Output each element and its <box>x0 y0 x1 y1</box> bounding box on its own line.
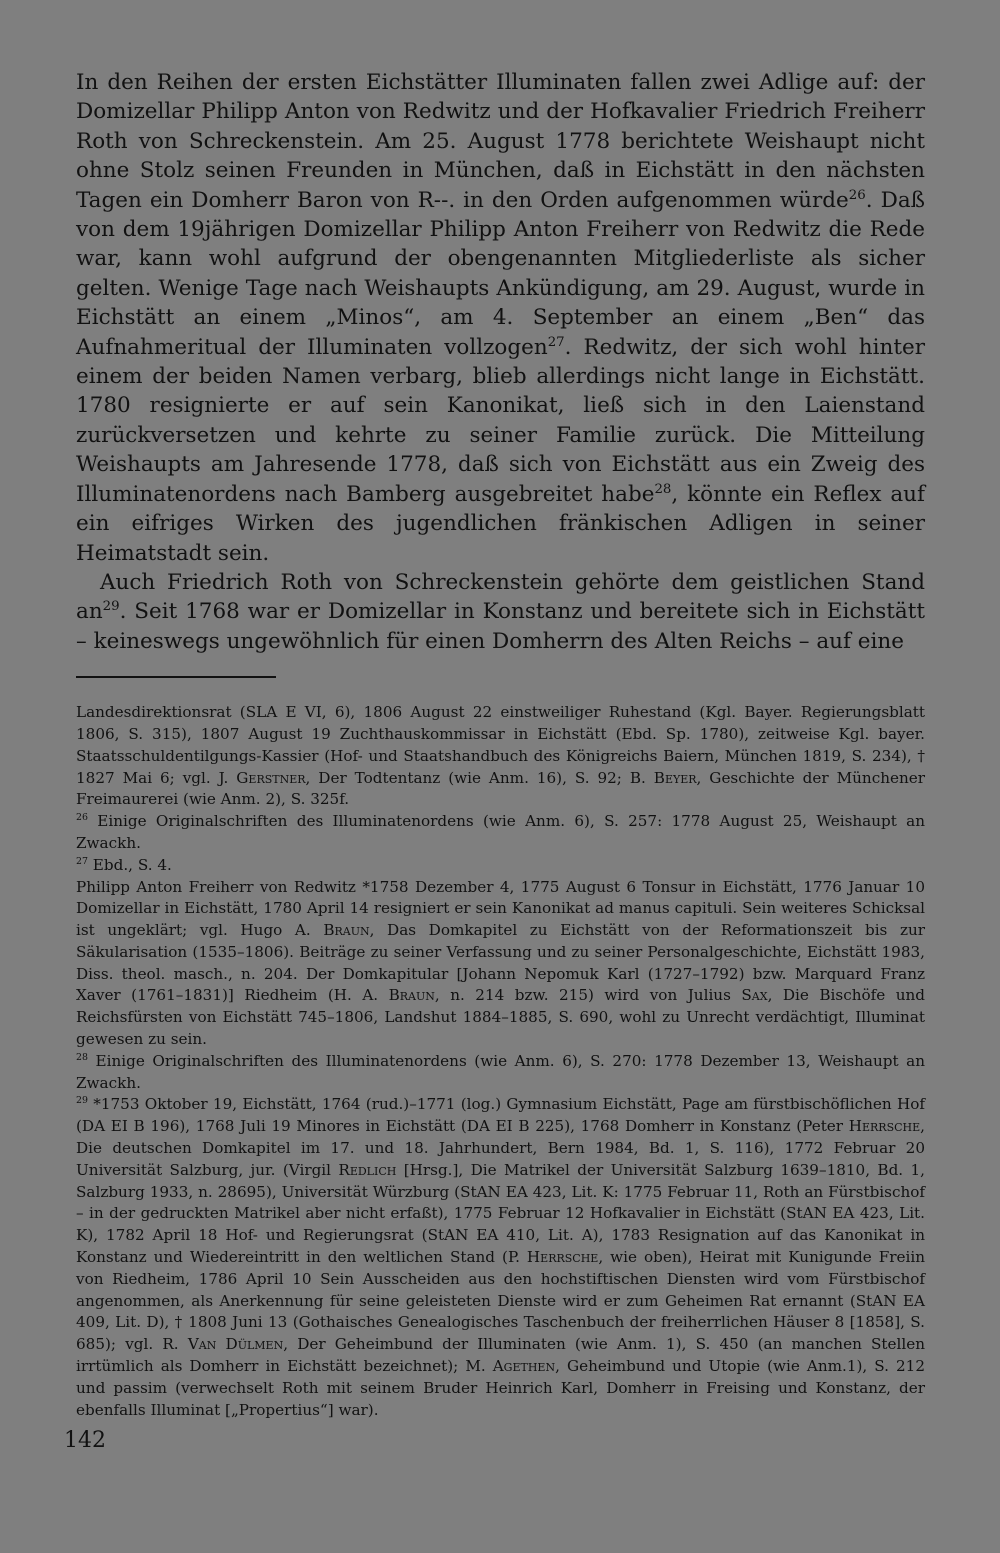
text-run: , n. 214 bzw. 215) wird von Julius <box>434 986 742 1005</box>
footnote-number: 29 <box>76 1095 88 1107</box>
author-name: Herrsche <box>526 1248 599 1267</box>
book-page <box>76 68 925 1421</box>
text-run: Einige Originalschriften des Illuminatenordens (wie Anm. 6), S. 270: 1778 Dezember 13, Weishaupt an Zwackh. <box>76 1051 925 1092</box>
footnote-ref-27: 27 <box>547 334 565 350</box>
footnotes <box>76 702 925 1421</box>
author-name: Redlich <box>338 1160 397 1179</box>
author-name: Van Dülmen <box>187 1335 284 1354</box>
text-run: . Seit 1768 war er Domizellar in Konstanz und bereitete sich in Eichstätt – keineswegs ungewöhnlich für einen Domherrn des Alten Reichs – auf eine <box>76 599 925 654</box>
footnote-27 <box>76 855 925 877</box>
text-run: , Die Bischöfe und Reichsfürsten von Eichstätt 745–1806, Landshut 1884–1885, S. 690, wohl zu Unrecht verdächtigt, Illuminat gewesen zu sein. <box>76 986 925 1049</box>
text-run: , Geschichte der Münchener Freimaurerei (wie Anm. 2), S. 325f. <box>76 768 925 809</box>
footnote-27-continued <box>76 877 925 1051</box>
footnote-29 <box>76 1094 925 1421</box>
text-run: , Die deutschen Domkapitel im 17. und 18. Jahrhundert, Bern 1984, Bd. 1, S. 116), 1772 Februar 20 Universität Salzburg, jur. (Virgil <box>76 1117 925 1179</box>
footnote-number: 26 <box>76 812 88 824</box>
text-run: , Geheimbund und Utopie (wie Anm.1), S. 212 und passim (verwechselt Roth mit seinem Bruder Heinrich Karl, Domherr in Freising und Konstanz, der ebenfalls Illuminat [„Propertius“] war). <box>76 1357 925 1419</box>
text-run: , könnte ein Reflex auf ein eifriges Wirken des jugendlichen fränkischen Adligen in seiner Heimatstadt sein. <box>76 481 925 566</box>
paragraph-1 <box>76 68 925 568</box>
author-name: Herrsche <box>848 1117 921 1136</box>
footnote-26 <box>76 811 925 855</box>
footnote-28 <box>76 1051 925 1095</box>
page-number: 142 <box>64 1428 106 1453</box>
footnote-25-continued <box>76 702 925 811</box>
text-run: . Redwitz, der sich wohl hinter einem der beiden Namen verbarg, blieb allerdings nicht lange in Eichstätt. 1780 resignierte er auf sein Kanonikat, ließ sich in den Laienstand zurückversetzen und kehrte zu seiner Familie zurück. Die Mitteilung Weishaupts am Jahresende 1778, daß sich von Eichstätt aus ein Zweig des Illuminatenordens nach Bamberg ausgebreitet habe <box>76 334 925 507</box>
footnote-number: 27 <box>76 855 88 867</box>
text-run: , Der Geheimbund der Illuminaten (wie Anm. 1), S. 450 (an manchen Stellen irrtümlich als Domherr in Eichstätt bezeichnet); M. <box>76 1335 926 1376</box>
text-run: Auch Friedrich Roth von Schreckenstein gehörte dem geistlichen Stand an <box>76 569 925 625</box>
text-run: , Das Domkapitel zu Eichstätt von der Reformationszeit bis zur Säkularisation (1535–1806). Beiträge zu seiner Verfassung und zu seiner Personalgeschichte, Eichstätt 1983, Diss. theol. masch., n. 204. Der Domkapitular [Johann Nepomuk Karl (1727–1792) bzw. Marquard Franz Xaver (1761–1831)] Riedheim (H. A. <box>76 921 925 1005</box>
paragraph-2 <box>76 568 925 656</box>
text-run: *1753 Oktober 19, Eichstätt, 1764 (rud.)–1771 (log.) Gymnasium Eichstätt, Page am fürstbischöflichen Hof (DA EI B 196), 1768 Juli 19 Minores in Eichstätt (DA EI B 225), 1768 Domherr in Konstanz (Peter <box>76 1095 925 1136</box>
text-run: Ebd., S. 4. <box>87 855 172 874</box>
footnote-number: 28 <box>76 1051 88 1063</box>
text-run: In den Reihen der ersten Eichstätter Illuminaten fallen zwei Adlige auf: der Domizellar Philipp Anton von Redwitz und der Hofkavalier Friedrich Freiherr Roth von Schreckenstein. Am 25. August 1778 berichtete Weishaupt nicht ohne Stolz seinen Freunden in München, daß in Eichstätt in den nächsten Tagen ein Domherr Baron von R--. in den Orden aufgenommen würde <box>76 70 925 213</box>
text-run: . Daß von dem 19jährigen Domizellar Philipp Anton Freiherr von Redwitz die Rede war, kann wohl aufgrund der obengenannten Mitgliederliste als sicher gelten. Wenige Tage nach Weishaupts Ankündigung, am 29. August, wurde in Eichstätt an einem „Minos“, am 4. September an einem „Ben“ das Aufnahmeritual der Illuminaten vollzogen <box>76 187 925 360</box>
author-name: Sax <box>741 986 768 1005</box>
footnote-ref-28: 28 <box>654 481 672 497</box>
author-name: Agethen <box>492 1357 556 1376</box>
footnote-divider <box>76 676 276 678</box>
main-text <box>76 68 925 656</box>
text-run: Landesdirektionsrat (SLA E VI, 6), 1806 August 22 einstweiliger Ruhestand (Kgl. Bayer. Regierungsblatt 1806, S. 315), 1807 August 19 Zuchthauskommissar in Eichstätt (Ebd. Sp. 1780), zeitweise Kgl. bayer. Staatsschuldentilgungs-Kassier (Hof- und Staatshandbuch des Königreichs Baiern, München 1819, S. 234), † 1827 Mai 6; vgl. J. <box>76 703 925 787</box>
author-name: Gerstner <box>236 768 306 787</box>
text-run: Einige Originalschriften des Illuminatenordens (wie Anm. 6), S. 257: 1778 August 25, Weishaupt an Zwackh. <box>76 812 925 852</box>
footnote-ref-26: 26 <box>848 187 866 203</box>
author-name: Braun <box>323 921 370 940</box>
author-name: Beyer <box>653 768 697 787</box>
text-run: [Hrsg.], Die Matrikel der Universität Salzburg 1639–1810, Bd. 1, Salzburg 1933, n. 28695), Universität Würzburg (StAN EA 423, Lit. K: 1775 Februar 11, Roth an Fürstbischof – in der gedruckten Matrikel aber nicht erfaßt), 1775 Februar 12 Hofkavalier in Eichstätt (StAN EA 423, Lit. K), 1782 April 18 Hof- und Regierungsrat (StAN EA 410, Lit. A), 1783 Resignation auf das Kanonikat in Konstanz und Wiedereintritt in den weltlichen Stand (P. <box>76 1160 925 1267</box>
text-run: Philipp Anton Freiherr von Redwitz *1758 Dezember 4, 1775 August 6 Tonsur in Eichstätt, 1776 Januar 10 Domizellar in Eichstätt, 1780 April 14 resigniert er sein Kanonikat ad manus capituli. Sein weiteres Schicksal ist ungeklärt; vgl. Hugo A. <box>76 877 925 940</box>
text-run: , wie oben), Heirat mit Kunigunde Freiin von Riedheim, 1786 April 10 Sein Ausscheiden aus den hochstiftischen Diensten wird vom Fürstbischof angenommen, als Anerkennung für seine geleisteten Dienste wird er zum Geheimen Rat ernannt (StAN EA 409, Lit. D), † 1808 Juni 13 (Gothaisches Genealogisches Taschenbuch der freiherrlichen Häuser 8 [1858], S. 685); vgl. R. <box>76 1248 925 1354</box>
footnote-ref-29: 29 <box>102 599 120 615</box>
author-name: Braun <box>388 986 435 1005</box>
text-run: , Der Todtentanz (wie Anm. 16), S. 92; B. <box>305 768 654 787</box>
